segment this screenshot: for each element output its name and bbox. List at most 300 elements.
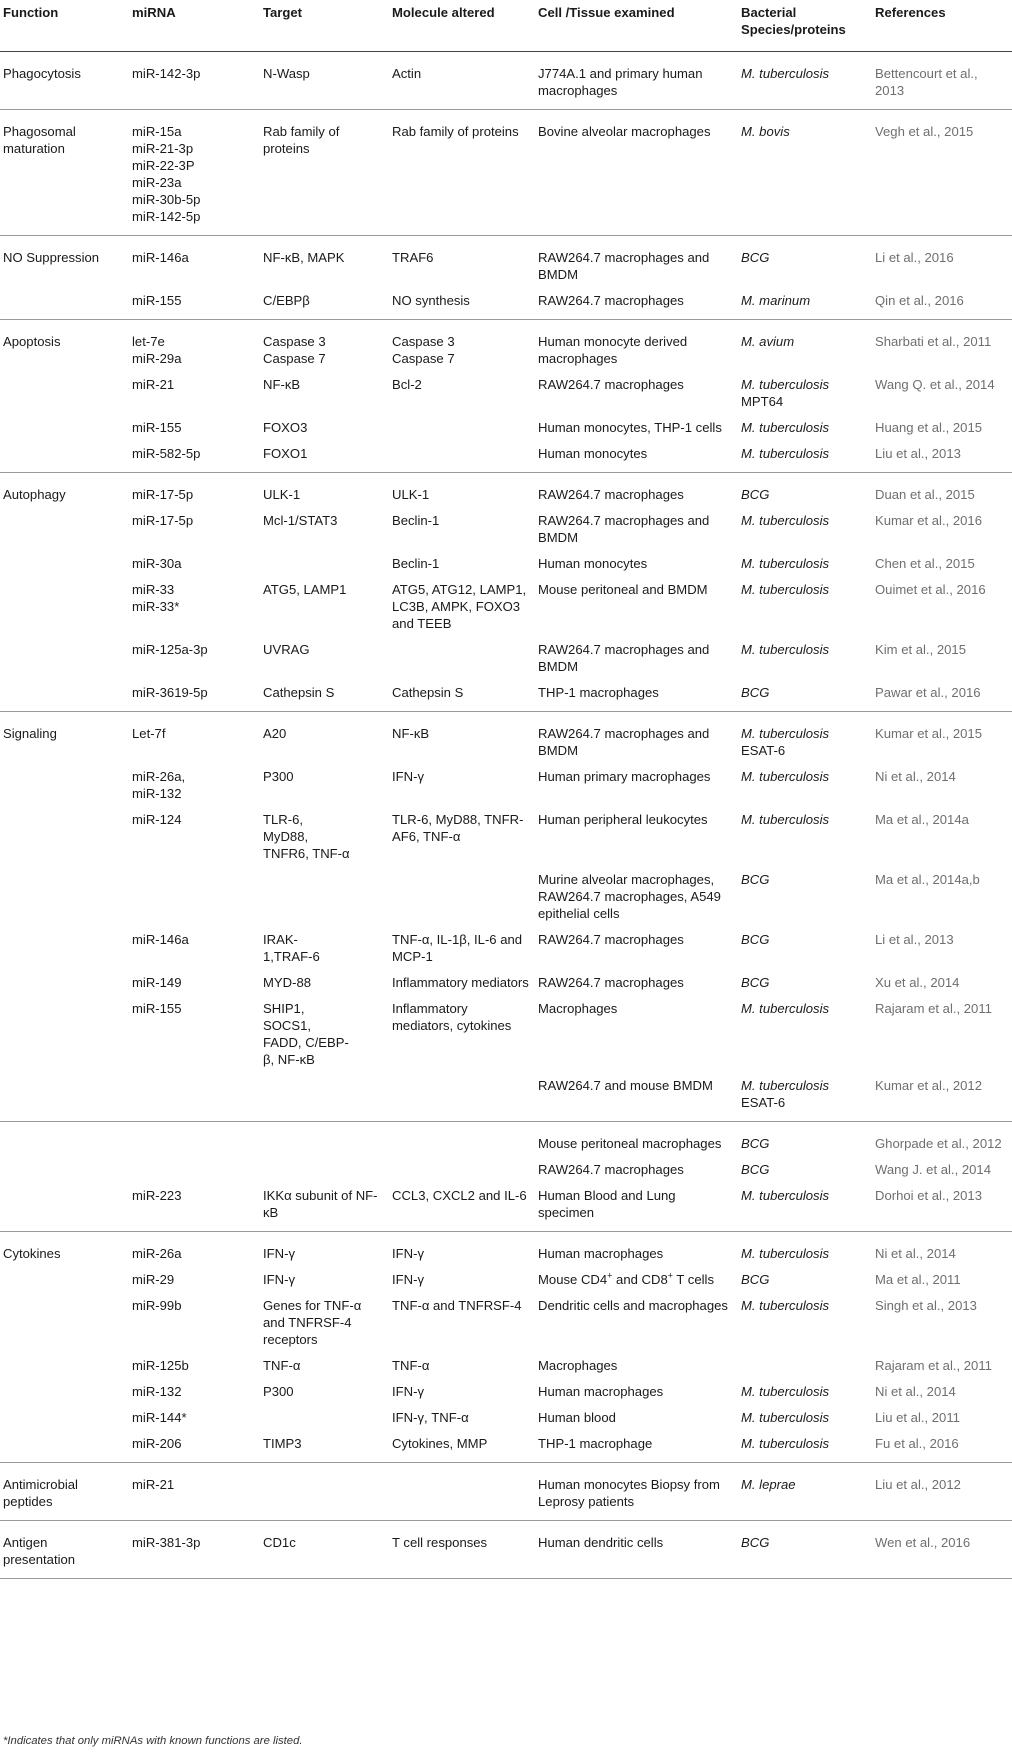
species-cell xyxy=(738,969,872,995)
cell-tissue-cell: Human macrophages xyxy=(538,1246,664,1261)
cell-tissue-cell: RAW264.7 macrophages xyxy=(538,377,684,392)
cell-tissue-cell: Murine alveolar macrophages, RAW264.7 macrophages, A549 epithelial cells xyxy=(538,872,721,921)
function-cell xyxy=(0,1292,129,1352)
species-cell xyxy=(738,473,872,508)
reference-cell: Chen et al., 2015 xyxy=(875,556,975,571)
mirna-cell: miR-132 xyxy=(132,1384,182,1399)
target-cell: N-Wasp xyxy=(260,52,389,110)
target-cell: TLR-6, MyD88, TNFR6, TNF-α xyxy=(263,812,350,861)
mirna-cell: miR-146a xyxy=(132,250,189,265)
species-name: M. tuberculosis xyxy=(741,812,830,827)
table-row xyxy=(0,110,1012,236)
target-cell: IKKα subunit of NF-κB xyxy=(260,1182,389,1232)
species-cell xyxy=(738,926,872,969)
reference-cell: Xu et al., 2014 xyxy=(875,975,960,990)
table-row xyxy=(0,1122,1012,1157)
mirna-cell xyxy=(129,1156,260,1182)
function-cell xyxy=(0,1266,129,1292)
target-cell xyxy=(260,866,389,926)
table-row xyxy=(0,1463,1012,1521)
function-cell xyxy=(0,763,129,806)
table-row xyxy=(0,440,1012,473)
function-cell xyxy=(0,440,129,473)
molecule-cell xyxy=(389,1463,535,1521)
mirna-cell: let-7e miR-29a xyxy=(132,334,182,366)
species-name: M. tuberculosis xyxy=(741,1298,830,1313)
mirna-cell: miR-125a-3p xyxy=(132,642,208,657)
species-cell xyxy=(738,1156,872,1182)
species-cell xyxy=(738,52,872,110)
target-cell: Mcl-1/STAT3 xyxy=(263,513,338,528)
header-bacterial-species: Bacterial Species/proteins xyxy=(738,0,872,52)
reference-cell: Huang et al., 2015 xyxy=(875,420,983,435)
species-cell xyxy=(738,1378,872,1404)
cell-tissue-cell: J774A.1 and primary human macrophages xyxy=(535,52,738,110)
reference-cell: Wang J. et al., 2014 xyxy=(875,1162,991,1177)
function-cell xyxy=(0,1352,129,1378)
molecule-cell xyxy=(389,440,535,473)
reference-cell: Liu et al., 2013 xyxy=(872,440,1012,473)
reference-cell: Ma et al., 2014a xyxy=(875,812,969,827)
function-cell xyxy=(0,995,129,1072)
species-cell xyxy=(738,806,872,866)
header-row xyxy=(0,0,1012,52)
molecule-cell: TNF-α, IL-1β, IL-6 and MCP-1 xyxy=(392,932,523,964)
mirna-cell: miR-30a xyxy=(132,556,182,571)
table-row xyxy=(0,1232,1012,1267)
reference-cell: Qin et al., 2016 xyxy=(872,287,1012,320)
molecule-cell: Bcl-2 xyxy=(392,377,422,392)
function-cell xyxy=(0,507,129,550)
table-row xyxy=(0,763,1012,806)
cell-tissue-cell: RAW264.7 macrophages and BMDM xyxy=(538,642,710,674)
function-cell: Antigen presentation xyxy=(0,1521,129,1579)
table-row xyxy=(0,926,1012,969)
mirna-cell: miR-26a, miR-132 xyxy=(132,769,186,801)
cell-tissue-cell: Dendritic cells and macrophages xyxy=(538,1298,728,1313)
species-name: BCG xyxy=(741,932,770,947)
target-cell: TIMP3 xyxy=(260,1430,389,1463)
species-name: M. tuberculosis xyxy=(741,642,830,657)
species-cell xyxy=(738,1072,872,1122)
target-cell: CD1c xyxy=(260,1521,389,1579)
reference-cell: Kim et al., 2015 xyxy=(875,642,966,657)
cell-tissue-cell: Macrophages xyxy=(538,1358,618,1373)
table-row xyxy=(0,414,1012,440)
function-cell xyxy=(0,371,129,414)
species-name: BCG xyxy=(741,872,770,887)
cell-tissue-cell: RAW264.7 and mouse BMDM xyxy=(535,1072,738,1122)
table-row xyxy=(0,473,1012,508)
reference-cell: Ni et al., 2014 xyxy=(875,1384,956,1399)
table-row xyxy=(0,636,1012,679)
function-cell xyxy=(0,287,129,320)
table-row xyxy=(0,1404,1012,1430)
molecule-cell xyxy=(389,1156,535,1182)
target-cell: A20 xyxy=(263,726,287,741)
species-name: BCG xyxy=(741,1136,770,1151)
species-protein: ESAT-6 xyxy=(741,1095,786,1110)
mirna-cell: miR-17-5p xyxy=(132,513,194,528)
reference-cell: Li et al., 2016 xyxy=(875,250,954,265)
molecule-cell: IFN-γ xyxy=(392,1246,424,1261)
molecule-cell: IFN-γ xyxy=(392,1384,424,1399)
target-cell xyxy=(260,1122,389,1157)
table-row xyxy=(0,320,1012,372)
molecule-cell: TNF-α and TNFRSF-4 xyxy=(392,1298,522,1313)
reference-cell: Li et al., 2013 xyxy=(875,932,954,947)
target-cell: P300 xyxy=(263,769,294,784)
target-cell: Rab family of proteins xyxy=(260,110,389,236)
mirna-cell: miR-21 xyxy=(132,377,175,392)
target-cell: MYD-88 xyxy=(263,975,312,990)
species-name: M. marinum xyxy=(741,293,811,308)
target-cell xyxy=(260,1404,389,1430)
cell-tissue-cell: Human monocytes, THP-1 cells xyxy=(538,420,722,435)
function-cell: Antimicrobial peptides xyxy=(0,1463,129,1521)
molecule-cell: NO synthesis xyxy=(389,287,535,320)
species-cell xyxy=(738,440,872,473)
function-cell: Signaling xyxy=(3,726,57,741)
reference-cell: Ouimet et al., 2016 xyxy=(875,582,986,597)
cell-tissue-cell: Mouse peritoneal and BMDM xyxy=(538,582,708,597)
target-cell: FOXO1 xyxy=(260,440,389,473)
target-cell: NF-κB xyxy=(263,377,301,392)
target-cell: FOXO3 xyxy=(263,420,308,435)
table-row xyxy=(0,1292,1012,1352)
species-name: M. tuberculosis xyxy=(741,377,830,392)
molecule-cell: Caspase 3 Caspase 7 xyxy=(392,334,455,366)
reference-cell: Wang Q. et al., 2014 xyxy=(875,377,995,392)
molecule-cell xyxy=(389,414,535,440)
reference-cell: Ni et al., 2014 xyxy=(875,769,956,784)
target-cell xyxy=(260,1156,389,1182)
mirna-cell: Let-7f xyxy=(132,726,166,741)
table-row xyxy=(0,1072,1012,1122)
target-cell: C/EBPβ xyxy=(260,287,389,320)
table-row xyxy=(0,969,1012,995)
cell-tissue-cell: Mouse peritoneal macrophages xyxy=(538,1136,722,1151)
table-row xyxy=(0,806,1012,866)
species-cell xyxy=(738,1292,872,1352)
function-cell xyxy=(0,926,129,969)
mirna-cell: miR-124 xyxy=(132,812,182,827)
molecule-cell: Rab family of proteins xyxy=(389,110,535,236)
function-cell xyxy=(0,550,129,576)
molecule-cell: Cathepsin S xyxy=(389,679,535,712)
molecule-cell xyxy=(389,1072,535,1122)
mirna-cell: miR-3619-5p xyxy=(129,679,260,712)
table-row xyxy=(0,1266,1012,1292)
cell-tissue-cell: Human macrophages xyxy=(538,1384,664,1399)
cell-tissue-cell: RAW264.7 macrophages and BMDM xyxy=(538,250,710,282)
species-name: M. tuberculosis xyxy=(741,582,830,597)
mirna-cell: miR-142-3p xyxy=(129,52,260,110)
table-row xyxy=(0,1378,1012,1404)
reference-cell: Liu et al., 2012 xyxy=(872,1463,1012,1521)
mirna-cell: miR-99b xyxy=(132,1298,182,1313)
reference-cell: Ni et al., 2014 xyxy=(875,1246,956,1261)
species-name: BCG xyxy=(741,975,770,990)
reference-cell: Duan et al., 2015 xyxy=(875,487,975,502)
function-cell xyxy=(0,866,129,926)
species-protein: MPT64 xyxy=(741,394,784,409)
reference-cell: Rajaram et al., 2011 xyxy=(875,1001,992,1016)
target-cell: P300 xyxy=(263,1384,294,1399)
molecule-cell: TRAF6 xyxy=(392,250,434,265)
species-name: M. tuberculosis xyxy=(741,1188,830,1203)
species-name: BCG xyxy=(741,487,770,502)
target-cell: ATG5, LAMP1 xyxy=(263,582,347,597)
reference-cell: Kumar et al., 2016 xyxy=(875,513,982,528)
target-cell: ULK-1 xyxy=(263,487,301,502)
species-name: M. tuberculosis xyxy=(741,66,830,81)
species-cell xyxy=(738,1182,872,1232)
species-cell xyxy=(738,1463,872,1521)
species-name: M. tuberculosis xyxy=(741,556,830,571)
reference-cell: Ma et al., 2011 xyxy=(875,1272,961,1287)
reference-cell: Fu et al., 2016 xyxy=(872,1430,1012,1463)
table-row xyxy=(0,1521,1012,1579)
molecule-cell: IFN-γ, TNF-α xyxy=(392,1410,469,1425)
species-cell xyxy=(738,1521,872,1579)
species-name: M. tuberculosis xyxy=(741,420,830,435)
molecule-cell: Beclin-1 xyxy=(392,556,440,571)
reference-cell: Pawar et al., 2016 xyxy=(872,679,1012,712)
species-name: M. tuberculosis xyxy=(741,446,830,461)
reference-cell: Bettencourt et al., 2013 xyxy=(872,52,1012,110)
molecule-cell xyxy=(389,866,535,926)
function-cell xyxy=(0,1430,129,1463)
molecule-cell xyxy=(389,636,535,679)
species-cell xyxy=(738,287,872,320)
function-cell xyxy=(0,806,129,866)
species-name: M. tuberculosis xyxy=(741,1410,830,1425)
reference-cell: Vegh et al., 2015 xyxy=(872,110,1012,236)
cell-tissue-cell: RAW264.7 macrophages xyxy=(538,975,684,990)
mirna-cell: miR-155 xyxy=(129,287,260,320)
header-cell-tissue: Cell /Tissue examined xyxy=(535,0,738,52)
molecule-cell: Inflammatory mediators xyxy=(392,975,529,990)
reference-cell: Sharbati et al., 2011 xyxy=(875,334,992,349)
target-cell xyxy=(260,1072,389,1122)
reference-cell: Liu et al., 2011 xyxy=(875,1410,960,1425)
function-cell xyxy=(0,1122,129,1157)
cell-tissue-cell: Macrophages xyxy=(538,1001,618,1016)
species-name: M. tuberculosis xyxy=(741,1436,830,1451)
species-name: BCG xyxy=(741,1272,770,1287)
species-cell xyxy=(738,320,872,372)
mirna-cell: miR-155 xyxy=(132,1001,182,1016)
reference-cell: Singh et al., 2013 xyxy=(875,1298,977,1313)
target-cell: IFN-γ xyxy=(263,1246,295,1261)
species-cell xyxy=(738,1430,872,1463)
header-target: Target xyxy=(260,0,389,52)
species-cell xyxy=(738,414,872,440)
cell-tissue-cell: RAW264.7 macrophages and BMDM xyxy=(538,726,710,758)
cell-tissue-cell: THP-1 macrophage xyxy=(535,1430,738,1463)
function-cell xyxy=(0,1156,129,1182)
target-cell: IRAK- 1,TRAF-6 xyxy=(263,932,320,964)
molecule-cell: ATG5, ATG12, LAMP1, LC3B, AMPK, FOXO3 and TEEB xyxy=(392,582,527,631)
mirna-cell: miR-21 xyxy=(129,1463,260,1521)
function-cell xyxy=(0,1404,129,1430)
molecule-cell: NF-κB xyxy=(392,726,430,741)
cell-tissue-cell: Human monocytes xyxy=(538,556,648,571)
species-cell xyxy=(738,1232,872,1267)
header-molecule-altered: Molecule altered xyxy=(389,0,535,52)
table-row xyxy=(0,712,1012,764)
cell-tissue-cell: Human Blood and Lung specimen xyxy=(535,1182,738,1232)
species-name: M. tuberculosis xyxy=(741,1246,830,1261)
species-cell xyxy=(738,763,872,806)
molecule-cell: Cytokines, MMP xyxy=(389,1430,535,1463)
target-cell: UVRAG xyxy=(263,642,310,657)
species-name: BCG xyxy=(741,250,770,265)
cell-tissue-cell: RAW264.7 macrophages xyxy=(538,487,684,502)
function-cell: Cytokines xyxy=(3,1246,61,1261)
target-cell xyxy=(260,1463,389,1521)
molecule-cell: ULK-1 xyxy=(392,487,430,502)
target-cell: Genes for TNF-α and TNFRSF-4 receptors xyxy=(263,1298,362,1347)
cell-tissue-cell: RAW264.7 macrophages and BMDM xyxy=(538,513,710,545)
species-cell xyxy=(738,679,872,712)
species-cell xyxy=(738,576,872,636)
mirna-cell xyxy=(129,1072,260,1122)
cell-tissue-cell: Human primary macrophages xyxy=(538,769,711,784)
table-footnote: *Indicates that only miRNAs with known functions are listed. xyxy=(3,1735,303,1747)
reference-cell: Ghorpade et al., 2012 xyxy=(875,1136,1002,1151)
target-cell: IFN-γ xyxy=(263,1272,295,1287)
mirna-cell: miR-29 xyxy=(132,1272,175,1287)
table-row xyxy=(0,1156,1012,1182)
target-cell: NF-κB, MAPK xyxy=(263,250,345,265)
species-cell xyxy=(738,1404,872,1430)
species-name: BCG xyxy=(741,1535,770,1550)
target-cell: TNF-α xyxy=(263,1358,301,1373)
cell-tissue-cell: Human monocyte derived macrophages xyxy=(538,334,688,366)
function-cell xyxy=(0,1072,129,1122)
species-cell xyxy=(738,1266,872,1292)
function-cell: Autophagy xyxy=(3,487,66,502)
table-row xyxy=(0,287,1012,320)
table-row xyxy=(0,507,1012,550)
species-cell xyxy=(738,995,872,1072)
cell-tissue-cell: Human peripheral leukocytes xyxy=(538,812,708,827)
species-protein: ESAT-6 xyxy=(741,743,786,758)
mirna-cell: miR-17-5p xyxy=(132,487,194,502)
cell-tissue-cell: RAW264.7 macrophages xyxy=(538,1162,684,1177)
target-cell: Caspase 3 Caspase 7 xyxy=(263,334,326,366)
species-cell xyxy=(738,550,872,576)
function-cell xyxy=(0,969,129,995)
cell-tissue-cell: Human dendritic cells xyxy=(535,1521,738,1579)
target-cell: Cathepsin S xyxy=(260,679,389,712)
mirna-cell: miR-26a xyxy=(132,1246,182,1261)
species-name: BCG xyxy=(741,685,770,700)
table-row xyxy=(0,52,1012,110)
mirna-cell: miR-125b xyxy=(132,1358,189,1373)
header-function: Function xyxy=(0,0,129,52)
function-cell xyxy=(0,679,129,712)
mirna-cell: miR-146a xyxy=(132,932,189,947)
reference-cell: Rajaram et al., 2011 xyxy=(875,1358,992,1373)
species-cell xyxy=(738,866,872,926)
species-cell xyxy=(738,1352,872,1378)
species-cell xyxy=(738,1122,872,1157)
function-cell xyxy=(0,636,129,679)
mirna-cell: miR-582-5p xyxy=(129,440,260,473)
mirna-cell: miR-15a miR-21-3p miR-22-3P miR-23a miR-30b-5p miR-142-5p xyxy=(129,110,260,236)
header-mirna: miRNA xyxy=(129,0,260,52)
species-name: M. tuberculosis xyxy=(741,1001,830,1016)
mirna-cell xyxy=(129,866,260,926)
mirna-cell: miR-381-3p xyxy=(129,1521,260,1579)
function-cell xyxy=(0,576,129,636)
molecule-cell: IFN-γ xyxy=(392,769,424,784)
species-cell xyxy=(738,507,872,550)
molecule-cell: Inflammatory mediators, cytokines xyxy=(392,1001,512,1033)
species-name: M. tuberculosis xyxy=(741,1384,830,1399)
table-row xyxy=(0,679,1012,712)
reference-cell: Kumar et al., 2015 xyxy=(875,726,982,741)
table-row xyxy=(0,576,1012,636)
molecule-cell: CCL3, CXCL2 and IL-6 xyxy=(389,1182,535,1232)
cell-tissue-cell: Human blood xyxy=(538,1410,616,1425)
species-cell xyxy=(738,712,872,764)
table-row xyxy=(0,550,1012,576)
species-name: BCG xyxy=(741,1162,770,1177)
mirna-cell: miR-33 miR-33* xyxy=(132,582,180,614)
reference-cell: Wen et al., 2016 xyxy=(872,1521,1012,1579)
table-row xyxy=(0,1352,1012,1378)
cell-tissue-cell: Bovine alveolar macrophages xyxy=(535,110,738,236)
molecule-cell: Beclin-1 xyxy=(392,513,440,528)
mirna-cell: miR-155 xyxy=(132,420,182,435)
function-cell: Phagocytosis xyxy=(0,52,129,110)
reference-cell: Kumar et al., 2012 xyxy=(872,1072,1012,1122)
cell-tissue-cell: THP-1 macrophages xyxy=(535,679,738,712)
molecule-cell xyxy=(389,1122,535,1157)
molecule-cell: IFN-γ xyxy=(392,1272,424,1287)
cell-tissue-cell: RAW264.7 macrophages xyxy=(538,932,684,947)
species-cell xyxy=(738,636,872,679)
species-name: M. tuberculosis xyxy=(741,1078,830,1093)
species-name: M. tuberculosis xyxy=(741,513,830,528)
mirna-cell: miR-144* xyxy=(132,1410,187,1425)
table-row xyxy=(0,866,1012,926)
mirna-cell: miR-206 xyxy=(129,1430,260,1463)
species-name: M. bovis xyxy=(741,124,790,139)
function-cell xyxy=(0,1182,129,1232)
species-cell xyxy=(738,110,872,236)
species-cell xyxy=(738,371,872,414)
target-cell: SHIP1, SOCS1, FADD, C/EBP- β, NF-κB xyxy=(263,1001,349,1067)
species-cell xyxy=(738,236,872,288)
function-cell xyxy=(0,1378,129,1404)
species-name: M. leprae xyxy=(741,1477,796,1492)
table-row xyxy=(0,236,1012,288)
reference-cell: Ma et al., 2014a,b xyxy=(875,872,980,887)
species-name: M. avium xyxy=(741,334,795,349)
molecule-cell: TLR-6, MyD88, TNFR-AF6, TNF-α xyxy=(392,812,524,844)
target-cell xyxy=(260,550,389,576)
table-body xyxy=(0,52,1012,1579)
function-cell xyxy=(0,414,129,440)
species-name: M. tuberculosis xyxy=(741,769,830,784)
header-references: References xyxy=(872,0,1012,52)
table-row xyxy=(0,995,1012,1072)
